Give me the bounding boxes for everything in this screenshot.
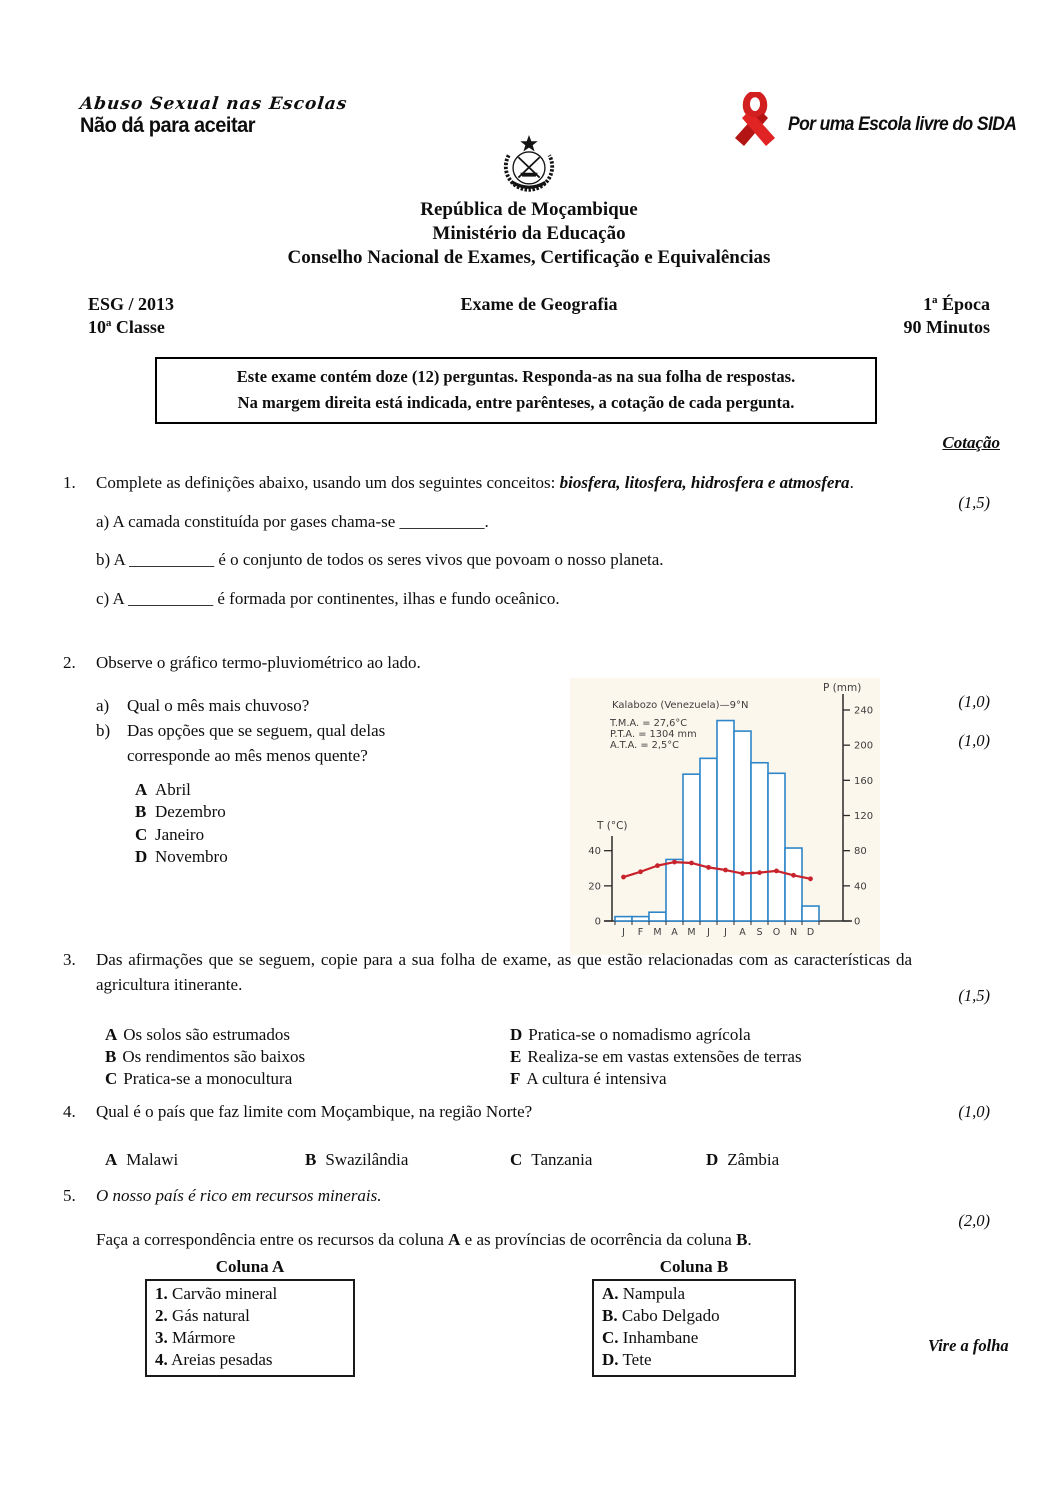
table-row: [155, 1305, 345, 1327]
question-2b: [96, 718, 583, 768]
mark-q2a: (1,0): [958, 692, 990, 711]
option-e: [510, 1046, 912, 1068]
p-axis-tick-label: 160: [854, 775, 874, 787]
question-4-text: Qual é o país que faz limite com Moçambique, na região Norte?: [96, 1102, 533, 1121]
precipitation-bar: [632, 917, 649, 921]
row-text: Areias pesadas: [171, 1350, 273, 1369]
option-a-letter: A: [105, 1150, 118, 1169]
chart-annotation-ata: A.T.A. = 2,5°C: [610, 740, 679, 751]
question-1-item-c: [96, 586, 912, 611]
option-c-text: Tanzania: [531, 1150, 593, 1169]
option-b: [135, 801, 583, 823]
instr-mid: e as províncias de ocorrência da coluna: [460, 1230, 737, 1249]
precipitation-bar: [649, 912, 666, 921]
question-1-text-suffix: .: [849, 473, 854, 492]
header-republic: República de Moçambique: [420, 199, 638, 220]
instr-col-a: A: [448, 1230, 461, 1249]
campaign-right-slogan: Por uma Escola livre do SIDA: [788, 112, 1017, 135]
temperature-point: [689, 861, 694, 866]
month-label: O: [772, 927, 781, 938]
month-label: A: [739, 927, 746, 938]
row-marker: B.: [602, 1306, 618, 1325]
temperature-point: [638, 869, 643, 874]
question-3-number: 3.: [63, 950, 76, 969]
question-2-options: [135, 779, 583, 869]
precipitation-bar: [785, 848, 802, 921]
exam-info: [88, 294, 990, 338]
temperature-point: [808, 876, 813, 881]
option-b: [305, 1149, 510, 1171]
row-marker: 2.: [155, 1306, 168, 1325]
chart-annotation-pta: P.T.A. = 1304 mm: [610, 729, 697, 740]
temperature-point: [723, 868, 728, 873]
option-c-text: Pratica-se a monocultura: [123, 1069, 293, 1088]
p-axis-tick-label: 40: [854, 881, 867, 893]
option-a-letter: A: [135, 780, 148, 799]
header-ministry: Ministério da Educação: [432, 223, 626, 244]
item-b-label: b): [96, 550, 111, 569]
column-b-box: [592, 1279, 796, 1377]
row-text: Carvão mineral: [172, 1284, 278, 1303]
option-c: [105, 1068, 510, 1090]
table-row: [155, 1283, 345, 1305]
option-b-text: Os rendimentos são baixos: [122, 1047, 306, 1066]
row-marker: C.: [602, 1328, 619, 1347]
item-c-text: A __________ é formada por continentes, ilhas e fundo oceânico.: [112, 588, 560, 608]
climograph-chart: [570, 678, 880, 955]
campaign-slogan-script: Abuso Sexual nas Escolas: [78, 94, 349, 114]
chart-annotation-tma: T.M.A. = 27,6°C: [610, 718, 688, 729]
question-2-number: 2.: [63, 653, 76, 672]
p-axis-tick-label: 120: [854, 811, 874, 822]
row-text: Inhambane: [622, 1328, 699, 1347]
item-a-label: a): [96, 511, 110, 531]
header-council: Conselho Nacional de Exames, Certificação e Equivalências: [287, 247, 771, 268]
month-label: J: [724, 927, 727, 938]
exam-epoch: 1ª Época: [923, 294, 990, 314]
question-2: [63, 650, 583, 869]
item-a-text: A camada constituída por gases chama-se __________.: [112, 511, 489, 531]
option-d-letter: D: [510, 1025, 523, 1044]
month-label: J: [622, 927, 625, 938]
p-axis-tick-label: 0: [854, 916, 861, 928]
precipitation-bar: [683, 774, 700, 921]
chart-station-label: Kalabozo (Venezuela)—9°N: [612, 700, 749, 711]
month-label: A: [671, 927, 678, 938]
option-d-letter: D: [135, 847, 148, 867]
campaign-left: [80, 94, 347, 137]
p-axis-tick-label: 200: [854, 740, 874, 752]
row-text: Mármore: [172, 1328, 236, 1347]
question-5: [63, 1183, 912, 1252]
option-f-letter: F: [510, 1069, 521, 1088]
precipitation-bar: [768, 773, 785, 921]
question-3-text: Das afirmações que se seguem, copie para a sua folha de exame, as que estão relacionadas com as características da agricultura itinerante.: [96, 950, 912, 994]
row-text: Cabo Delgado: [621, 1306, 720, 1325]
option-a: [105, 1024, 510, 1046]
temperature-point: [672, 860, 677, 865]
option-a-letter: A: [105, 1025, 118, 1044]
precipitation-bar: [700, 758, 717, 921]
temperature-point: [655, 863, 660, 868]
mark-q2b: (1,0): [958, 731, 990, 750]
question-2b-label: b): [96, 721, 111, 740]
question-2a-label: a): [96, 696, 110, 715]
month-label: N: [789, 927, 798, 938]
question-3: [63, 947, 912, 1090]
question-4-options: [105, 1149, 912, 1171]
option-f-text: A cultura é intensiva: [526, 1069, 667, 1088]
notice-box: [155, 357, 877, 424]
option-c: [510, 1149, 706, 1171]
item-b-text: A __________ é o conjunto de todos os seres vivos que povoam o nosso planeta.: [113, 550, 664, 569]
notice-line1: Este exame contém doze (12) perguntas. Responda-as na sua folha de respostas.: [236, 367, 796, 386]
question-2b-text: Das opções que se seguem, qual delas corresponde ao mês menos quente?: [127, 721, 386, 765]
question-1-text-prefix: Complete as definições abaixo, usando um dos seguintes conceitos:: [96, 473, 560, 492]
instr-suffix: .: [747, 1230, 752, 1249]
precipitation-bar: [751, 763, 768, 921]
option-b-text: Swazilândia: [325, 1150, 409, 1169]
p-axis-tick-label: 240: [854, 705, 874, 717]
option-a-text: Malawi: [126, 1150, 179, 1169]
option-a: [105, 1149, 305, 1171]
question-4-number: 4.: [63, 1102, 76, 1121]
t-axis-tick-label: 0: [594, 916, 601, 928]
option-b-letter: B: [305, 1150, 317, 1169]
row-text: Tete: [622, 1350, 652, 1369]
column-a-box: [145, 1279, 355, 1377]
option-c-letter: C: [135, 824, 148, 844]
precipitation-bar: [717, 721, 734, 921]
temperature-point: [774, 868, 779, 873]
month-label: J: [707, 927, 710, 938]
option-b-text: Dezembro: [155, 802, 226, 822]
t-axis-tick-label: 20: [588, 881, 601, 893]
question-1-text: [96, 470, 912, 495]
column-a-title: Coluna A: [215, 1257, 285, 1276]
mark-q4: (1,0): [958, 1102, 990, 1121]
exam-code: ESG / 2013: [88, 294, 175, 314]
cotacao-header: Cotação: [942, 433, 1000, 452]
mozambique-emblem-icon: [500, 134, 558, 196]
option-f: [510, 1068, 912, 1090]
option-a: [135, 779, 583, 801]
column-b-title: Coluna B: [659, 1257, 729, 1276]
question-5-number: 5.: [63, 1186, 76, 1205]
option-d: [135, 846, 583, 868]
question-2a-text: Qual o mês mais chuvoso?: [127, 696, 310, 715]
row-text: Gás natural: [172, 1306, 250, 1325]
mark-q1: (1,5): [958, 493, 990, 512]
precipitation-bar: [666, 859, 683, 921]
turn-page-note: Vire a folha: [928, 1336, 1009, 1355]
question-5-intro: O nosso país é rico em recursos minerais.: [96, 1186, 382, 1205]
instr-prefix: Faça a correspondência entre os recursos da coluna: [96, 1230, 449, 1249]
option-d-letter: D: [706, 1150, 719, 1169]
option-c-letter: C: [105, 1069, 118, 1088]
question-1-concepts: biosfera, litosfera, hidrosfera e: [559, 473, 776, 492]
option-d-text: Pratica-se o nomadismo agrícola: [528, 1025, 751, 1044]
item-c-label: c): [96, 588, 110, 608]
question-2-text: Observe o gráfico termo-pluviométrico ao lado.: [96, 653, 421, 672]
aids-ribbon-icon: [730, 92, 780, 148]
temperature-point: [621, 875, 626, 880]
option-d-text: Zâmbia: [727, 1150, 780, 1169]
precipitation-bar: [734, 731, 751, 921]
instr-col-b: B: [736, 1230, 748, 1249]
column-b-table: [592, 1257, 796, 1377]
option-d: [510, 1024, 912, 1046]
option-b-letter: B: [105, 1047, 117, 1066]
option-c: [135, 824, 583, 846]
month-label: M: [687, 927, 696, 938]
option-a-text: Abril: [155, 780, 191, 799]
table-row: [155, 1327, 345, 1349]
chart-right-axis-label: P (mm): [823, 682, 862, 694]
table-row: [602, 1283, 786, 1305]
column-a-table: [145, 1257, 355, 1377]
row-marker: D.: [602, 1350, 619, 1369]
chart-left-axis-label: T (°C): [597, 820, 628, 832]
row-marker: A.: [602, 1284, 619, 1303]
table-row: [602, 1327, 786, 1349]
question-1: [63, 470, 912, 611]
exam-duration: 90 Minutos: [903, 317, 990, 337]
option-c-letter: C: [510, 1150, 523, 1169]
option-b-letter: B: [135, 802, 147, 822]
option-d: [706, 1149, 912, 1171]
mark-q3: (1,5): [958, 986, 990, 1005]
option-e-text: Realiza-se em vastas extensões de terras: [527, 1047, 802, 1066]
mark-q5: (2,0): [958, 1211, 990, 1230]
p-axis-tick-label: 80: [854, 846, 867, 858]
month-label: S: [756, 927, 763, 938]
row-marker: 1.: [155, 1284, 168, 1303]
temperature-point: [791, 873, 796, 878]
question-5-instruction: [96, 1227, 912, 1252]
option-a-text: Os solos são estrumados: [123, 1025, 290, 1044]
table-row: [155, 1349, 345, 1371]
question-1-item-b: [96, 547, 912, 572]
month-label: F: [637, 927, 644, 938]
option-c-text: Janeiro: [155, 824, 205, 844]
exam-title: Exame de Geografia: [460, 294, 618, 314]
question-4: [63, 1099, 912, 1171]
notice-line2: Na margem direita está indicada, entre parênteses, a cotação de cada pergunta.: [237, 393, 795, 412]
climograph-svg: [570, 678, 880, 955]
month-label: M: [653, 927, 662, 938]
option-d-text: Novembro: [155, 847, 228, 867]
table-row: [602, 1349, 786, 1371]
temperature-point: [740, 871, 745, 876]
question-2a: [96, 693, 583, 718]
campaign-slogan-bold: Não dá para aceitar: [80, 114, 256, 138]
precipitation-bar: [615, 917, 632, 921]
exam-grade: 10ª Classe: [88, 317, 165, 337]
t-axis-tick-label: 40: [588, 846, 601, 858]
question-1-item-a: [96, 509, 912, 534]
table-row: [602, 1305, 786, 1327]
question-3-options: [105, 1024, 912, 1090]
row-text: Nampula: [622, 1284, 686, 1303]
question-1-concepts2: atmosfera: [779, 473, 850, 492]
row-marker: 4.: [155, 1350, 168, 1369]
temperature-point: [706, 865, 711, 870]
temperature-point: [757, 870, 762, 875]
option-b: [105, 1046, 510, 1068]
month-label: D: [806, 927, 815, 938]
precipitation-bar: [802, 906, 819, 921]
row-marker: 3.: [155, 1328, 168, 1347]
option-e-letter: E: [510, 1047, 522, 1066]
question-1-number: 1.: [63, 473, 76, 492]
